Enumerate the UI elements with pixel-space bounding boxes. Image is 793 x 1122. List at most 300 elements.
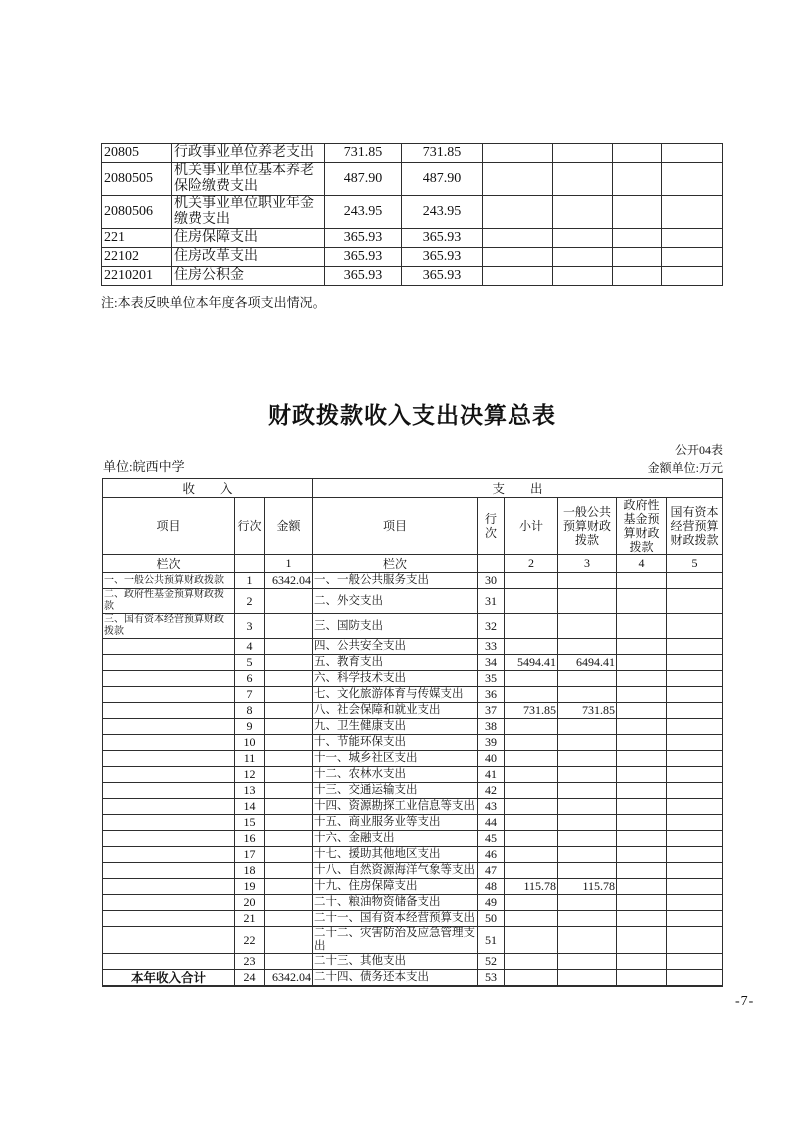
cell-state_capital bbox=[667, 831, 723, 847]
cell-income_amount bbox=[265, 895, 313, 911]
cell-subtotal bbox=[505, 573, 558, 589]
page-number: -7- bbox=[735, 994, 755, 1009]
cell-income_line: 14 bbox=[235, 799, 265, 815]
cell-income_line: 19 bbox=[235, 879, 265, 895]
cell-expense_line: 43 bbox=[478, 799, 505, 815]
table-row bbox=[102, 196, 723, 229]
cell-general bbox=[558, 954, 617, 970]
cell-income_item bbox=[103, 687, 235, 703]
cell-gov_fund bbox=[617, 927, 667, 954]
cell-expense_line: 53 bbox=[478, 970, 505, 987]
cell-income_amount bbox=[265, 719, 313, 735]
cell-expense_item: 十一、城乡社区支出 bbox=[313, 751, 478, 767]
cell-expense_item: 三、国防支出 bbox=[313, 614, 478, 639]
cell-income_item bbox=[103, 895, 235, 911]
cell-subtotal bbox=[505, 895, 558, 911]
cell-income_item bbox=[103, 751, 235, 767]
cell-income_amount bbox=[265, 847, 313, 863]
table-row bbox=[103, 573, 723, 589]
table-row bbox=[103, 970, 723, 987]
cell-e2 bbox=[553, 229, 613, 248]
cell-state_capital bbox=[667, 703, 723, 719]
cell-general bbox=[558, 751, 617, 767]
cell-income_line: 11 bbox=[235, 751, 265, 767]
cell-subtotal bbox=[505, 863, 558, 879]
cell-expense_item: 十六、金融支出 bbox=[313, 831, 478, 847]
cell-expense_item: 十四、资源勘探工业信息等支出 bbox=[313, 799, 478, 815]
cell-expense_item: 七、文化旅游体育与传媒支出 bbox=[313, 687, 478, 703]
cell-income_amount bbox=[265, 703, 313, 719]
cell-state_capital bbox=[667, 954, 723, 970]
cell-e4 bbox=[662, 196, 723, 229]
fiscal-summary-table bbox=[102, 478, 723, 987]
table-row bbox=[103, 703, 723, 719]
cell-income_amount bbox=[265, 751, 313, 767]
cell-subtotal bbox=[505, 719, 558, 735]
cell-expense_item: 五、教育支出 bbox=[313, 655, 478, 671]
cell-gov_fund bbox=[617, 614, 667, 639]
cell-expense_line: 30 bbox=[478, 573, 505, 589]
cell-expense_item: 十七、援助其他地区支出 bbox=[313, 847, 478, 863]
cell-expense_item: 十五、商业服务业等支出 bbox=[313, 815, 478, 831]
table-row bbox=[103, 863, 723, 879]
cell-income_amount bbox=[265, 927, 313, 954]
cell-income_amount bbox=[265, 954, 313, 970]
cell-income_item bbox=[103, 954, 235, 970]
cell-subtotal bbox=[505, 927, 558, 954]
lanci-subtotal: 2 bbox=[505, 555, 558, 573]
cell-gov_fund bbox=[617, 703, 667, 719]
cell-e1 bbox=[483, 248, 553, 267]
cell-income_line: 5 bbox=[235, 655, 265, 671]
cell-general bbox=[558, 847, 617, 863]
lanci-state-capital: 5 bbox=[667, 555, 723, 573]
cell-e3 bbox=[613, 248, 662, 267]
cell-general: 115.78 bbox=[558, 879, 617, 895]
cell-income_item: 三、国有资本经营预算财政拨款 bbox=[103, 614, 235, 639]
cell-name: 住房改革支出 bbox=[172, 248, 325, 267]
table-row bbox=[103, 767, 723, 783]
cell-e1 bbox=[483, 229, 553, 248]
expense-section-header: 支 出 bbox=[313, 479, 723, 498]
table-row bbox=[102, 144, 723, 163]
cell-income_line: 16 bbox=[235, 831, 265, 847]
cell-gov_fund bbox=[617, 767, 667, 783]
cell-e3 bbox=[613, 163, 662, 196]
cell-amt2: 365.93 bbox=[402, 229, 483, 248]
cell-income_item bbox=[103, 879, 235, 895]
cell-e3 bbox=[613, 196, 662, 229]
cell-state_capital bbox=[667, 767, 723, 783]
cell-general bbox=[558, 783, 617, 799]
expenditure-detail-table-block bbox=[101, 143, 725, 311]
table-row bbox=[103, 879, 723, 895]
cell-income_line: 4 bbox=[235, 639, 265, 655]
cell-income_item bbox=[103, 735, 235, 751]
cell-expense_line: 48 bbox=[478, 879, 505, 895]
cell-income_amount bbox=[265, 687, 313, 703]
amount-unit-label: 金额单位:万元 bbox=[647, 461, 723, 475]
cell-code: 20805 bbox=[102, 144, 172, 163]
header-expense-line: 行次 bbox=[478, 498, 505, 555]
cell-income_line: 3 bbox=[235, 614, 265, 639]
cell-general bbox=[558, 927, 617, 954]
cell-expense_item: 二十、粮油物资储备支出 bbox=[313, 895, 478, 911]
table-row bbox=[103, 831, 723, 847]
cell-income_item bbox=[103, 767, 235, 783]
fiscal-summary-table-head bbox=[103, 479, 723, 573]
column-header-row bbox=[103, 498, 723, 555]
cell-general bbox=[558, 639, 617, 655]
cell-income_item: 本年收入合计 bbox=[103, 970, 235, 987]
cell-e2 bbox=[553, 144, 613, 163]
cell-expense_line: 45 bbox=[478, 831, 505, 847]
cell-income_line: 20 bbox=[235, 895, 265, 911]
cell-amt1: 365.93 bbox=[325, 267, 402, 286]
cell-expense_line: 50 bbox=[478, 911, 505, 927]
cell-e4 bbox=[662, 267, 723, 286]
cell-e4 bbox=[662, 163, 723, 196]
cell-general bbox=[558, 767, 617, 783]
cell-expense_item: 九、卫生健康支出 bbox=[313, 719, 478, 735]
cell-gov_fund bbox=[617, 687, 667, 703]
cell-expense_line: 46 bbox=[478, 847, 505, 863]
cell-expense_line: 39 bbox=[478, 735, 505, 751]
cell-income_item bbox=[103, 655, 235, 671]
column-index-row bbox=[103, 555, 723, 573]
cell-state_capital bbox=[667, 614, 723, 639]
expenditure-detail-table-body bbox=[102, 144, 723, 286]
cell-code: 2080505 bbox=[102, 163, 172, 196]
cell-income_item bbox=[103, 703, 235, 719]
lanci-expense-line bbox=[478, 555, 505, 573]
cell-subtotal bbox=[505, 589, 558, 614]
table-row bbox=[103, 735, 723, 751]
cell-gov_fund bbox=[617, 751, 667, 767]
cell-subtotal bbox=[505, 783, 558, 799]
cell-income_amount bbox=[265, 639, 313, 655]
cell-e2 bbox=[553, 267, 613, 286]
cell-e1 bbox=[483, 144, 553, 163]
cell-state_capital bbox=[667, 927, 723, 954]
cell-subtotal bbox=[505, 767, 558, 783]
cell-name: 住房公积金 bbox=[172, 267, 325, 286]
cell-amt2: 731.85 bbox=[402, 144, 483, 163]
cell-e1 bbox=[483, 267, 553, 286]
cell-gov_fund bbox=[617, 589, 667, 614]
cell-income_line: 18 bbox=[235, 863, 265, 879]
cell-subtotal bbox=[505, 735, 558, 751]
header-gov-fund-budget: 政府性基金预算财政拨款 bbox=[617, 498, 667, 555]
cell-expense_line: 33 bbox=[478, 639, 505, 655]
cell-general bbox=[558, 573, 617, 589]
cell-gov_fund bbox=[617, 671, 667, 687]
cell-gov_fund bbox=[617, 954, 667, 970]
cell-subtotal bbox=[505, 815, 558, 831]
cell-expense_item: 二十四、债务还本支出 bbox=[313, 970, 478, 987]
table-row bbox=[103, 671, 723, 687]
cell-subtotal: 5494.41 bbox=[505, 655, 558, 671]
cell-e4 bbox=[662, 229, 723, 248]
cell-state_capital bbox=[667, 639, 723, 655]
cell-state_capital bbox=[667, 863, 723, 879]
cell-income_item bbox=[103, 847, 235, 863]
cell-expense_line: 40 bbox=[478, 751, 505, 767]
cell-general bbox=[558, 799, 617, 815]
cell-gov_fund bbox=[617, 655, 667, 671]
cell-gov_fund bbox=[617, 895, 667, 911]
lanci-income-item: 栏次 bbox=[103, 555, 235, 573]
cell-income_line: 17 bbox=[235, 847, 265, 863]
cell-income_item bbox=[103, 863, 235, 879]
table-row bbox=[102, 163, 723, 196]
cell-subtotal bbox=[505, 831, 558, 847]
cell-income_line: 8 bbox=[235, 703, 265, 719]
cell-e1 bbox=[483, 163, 553, 196]
cell-income_amount bbox=[265, 879, 313, 895]
cell-general bbox=[558, 735, 617, 751]
cell-subtotal: 115.78 bbox=[505, 879, 558, 895]
header-income-line: 行次 bbox=[235, 498, 265, 555]
cell-e3 bbox=[613, 267, 662, 286]
lanci-expense-item: 栏次 bbox=[313, 555, 478, 573]
table-row bbox=[103, 751, 723, 767]
cell-general bbox=[558, 687, 617, 703]
cell-subtotal bbox=[505, 911, 558, 927]
cell-expense_item: 二、外交支出 bbox=[313, 589, 478, 614]
cell-expense_line: 41 bbox=[478, 767, 505, 783]
cell-income_item: 一、一般公共预算财政拨款 bbox=[103, 573, 235, 589]
cell-income_line: 23 bbox=[235, 954, 265, 970]
cell-income_line: 13 bbox=[235, 783, 265, 799]
cell-income_item bbox=[103, 783, 235, 799]
cell-state_capital bbox=[667, 970, 723, 987]
cell-subtotal bbox=[505, 970, 558, 987]
cell-general bbox=[558, 614, 617, 639]
header-subtotal: 小计 bbox=[505, 498, 558, 555]
cell-income_item bbox=[103, 927, 235, 954]
table-row bbox=[103, 655, 723, 671]
cell-expense_line: 47 bbox=[478, 863, 505, 879]
cell-code: 2210201 bbox=[102, 267, 172, 286]
cell-gov_fund bbox=[617, 639, 667, 655]
cell-state_capital bbox=[667, 687, 723, 703]
cell-expense_line: 34 bbox=[478, 655, 505, 671]
cell-gov_fund bbox=[617, 847, 667, 863]
cell-income_line: 15 bbox=[235, 815, 265, 831]
cell-income_item: 二、政府性基金预算财政拨款 bbox=[103, 589, 235, 614]
header-expense-item: 项目 bbox=[313, 498, 478, 555]
cell-expense_line: 35 bbox=[478, 671, 505, 687]
cell-expense_item: 八、社会保障和就业支出 bbox=[313, 703, 478, 719]
cell-general bbox=[558, 911, 617, 927]
header-general-budget: 一般公共预算财政拨款 bbox=[558, 498, 617, 555]
cell-state_capital bbox=[667, 655, 723, 671]
cell-subtotal bbox=[505, 687, 558, 703]
cell-subtotal bbox=[505, 954, 558, 970]
cell-state_capital bbox=[667, 847, 723, 863]
lanci-general: 3 bbox=[558, 555, 617, 573]
cell-income_amount bbox=[265, 655, 313, 671]
cell-income_item bbox=[103, 671, 235, 687]
cell-expense_item: 一、一般公共服务支出 bbox=[313, 573, 478, 589]
org-unit-label: 单位:皖西中学 bbox=[103, 459, 185, 474]
cell-e4 bbox=[662, 248, 723, 267]
cell-e2 bbox=[553, 248, 613, 267]
cell-general: 6494.41 bbox=[558, 655, 617, 671]
cell-name: 机关事业单位职业年金缴费支出 bbox=[172, 196, 325, 229]
cell-amt1: 365.93 bbox=[325, 248, 402, 267]
cell-expense_line: 52 bbox=[478, 954, 505, 970]
cell-income_amount bbox=[265, 783, 313, 799]
cell-general: 731.85 bbox=[558, 703, 617, 719]
cell-general bbox=[558, 589, 617, 614]
cell-state_capital bbox=[667, 895, 723, 911]
table-row bbox=[103, 719, 723, 735]
lanci-income-amount: 1 bbox=[265, 555, 313, 573]
header-income-item: 项目 bbox=[103, 498, 235, 555]
cell-amt2: 365.93 bbox=[402, 267, 483, 286]
cell-e1 bbox=[483, 196, 553, 229]
cell-gov_fund bbox=[617, 831, 667, 847]
cell-income_amount bbox=[265, 614, 313, 639]
table-row bbox=[103, 954, 723, 970]
cell-name: 机关事业单位基本养老保险缴费支出 bbox=[172, 163, 325, 196]
cell-state_capital bbox=[667, 815, 723, 831]
table-row bbox=[103, 799, 723, 815]
cell-gov_fund bbox=[617, 879, 667, 895]
cell-expense_line: 36 bbox=[478, 687, 505, 703]
cell-subtotal bbox=[505, 614, 558, 639]
cell-expense_item: 二十三、其他支出 bbox=[313, 954, 478, 970]
header-state-capital-budget: 国有资本经营预算财政拨款 bbox=[667, 498, 723, 555]
cell-expense_line: 49 bbox=[478, 895, 505, 911]
cell-expense_line: 38 bbox=[478, 719, 505, 735]
table-row bbox=[103, 639, 723, 655]
cell-income_amount bbox=[265, 799, 313, 815]
cell-subtotal bbox=[505, 847, 558, 863]
cell-expense_item: 二十一、国有资本经营预算支出 bbox=[313, 911, 478, 927]
cell-income_line: 21 bbox=[235, 911, 265, 927]
table-row bbox=[103, 927, 723, 954]
lanci-income-line bbox=[235, 555, 265, 573]
cell-amt1: 243.95 bbox=[325, 196, 402, 229]
cell-expense_item: 十二、农林水支出 bbox=[313, 767, 478, 783]
cell-income_amount bbox=[265, 767, 313, 783]
cell-expense_line: 44 bbox=[478, 815, 505, 831]
page-title: 财政拨款收入支出决算总表 bbox=[268, 403, 556, 428]
expenditure-detail-table bbox=[101, 143, 723, 286]
cell-income_amount bbox=[265, 911, 313, 927]
table-code-label: 公开04表 bbox=[674, 443, 723, 457]
cell-gov_fund bbox=[617, 799, 667, 815]
cell-subtotal bbox=[505, 639, 558, 655]
table-note: 注:本表反映单位本年度各项支出情况。 bbox=[101, 295, 326, 310]
cell-income_item bbox=[103, 719, 235, 735]
table-row bbox=[103, 895, 723, 911]
cell-amt1: 731.85 bbox=[325, 144, 402, 163]
header-income-amount: 金额 bbox=[265, 498, 313, 555]
cell-income_line: 24 bbox=[235, 970, 265, 987]
cell-expense_line: 31 bbox=[478, 589, 505, 614]
cell-subtotal bbox=[505, 751, 558, 767]
cell-state_capital bbox=[667, 911, 723, 927]
cell-gov_fund bbox=[617, 573, 667, 589]
cell-expense_item: 四、公共安全支出 bbox=[313, 639, 478, 655]
cell-state_capital bbox=[667, 735, 723, 751]
table-row bbox=[102, 267, 723, 286]
cell-code: 22102 bbox=[102, 248, 172, 267]
cell-e3 bbox=[613, 229, 662, 248]
cell-state_capital bbox=[667, 783, 723, 799]
cell-expense_line: 42 bbox=[478, 783, 505, 799]
table-row bbox=[103, 847, 723, 863]
cell-name: 住房保障支出 bbox=[172, 229, 325, 248]
cell-income_amount: 6342.04 bbox=[265, 573, 313, 589]
cell-income_amount bbox=[265, 589, 313, 614]
cell-code: 2080506 bbox=[102, 196, 172, 229]
cell-income_item bbox=[103, 799, 235, 815]
table-row bbox=[103, 911, 723, 927]
cell-income_item bbox=[103, 815, 235, 831]
cell-general bbox=[558, 719, 617, 735]
cell-gov_fund bbox=[617, 863, 667, 879]
cell-amt2: 487.90 bbox=[402, 163, 483, 196]
cell-expense_line: 51 bbox=[478, 927, 505, 954]
section-header-row bbox=[103, 479, 723, 498]
cell-general bbox=[558, 671, 617, 687]
cell-general bbox=[558, 815, 617, 831]
fiscal-summary-table-block bbox=[102, 478, 723, 987]
cell-state_capital bbox=[667, 589, 723, 614]
cell-income_item bbox=[103, 639, 235, 655]
table-row bbox=[103, 783, 723, 799]
fiscal-summary-table-body bbox=[103, 573, 723, 987]
table-row bbox=[103, 589, 723, 614]
cell-state_capital bbox=[667, 799, 723, 815]
cell-income_line: 2 bbox=[235, 589, 265, 614]
table-row bbox=[103, 614, 723, 639]
cell-gov_fund bbox=[617, 735, 667, 751]
cell-income_item bbox=[103, 911, 235, 927]
cell-income_amount bbox=[265, 671, 313, 687]
cell-income_line: 6 bbox=[235, 671, 265, 687]
cell-expense_item: 十八、自然资源海洋气象等支出 bbox=[313, 863, 478, 879]
cell-expense_item: 二十二、灾害防治及应急管理支出 bbox=[313, 927, 478, 954]
cell-subtotal bbox=[505, 799, 558, 815]
cell-expense_item: 六、科学技术支出 bbox=[313, 671, 478, 687]
cell-general bbox=[558, 831, 617, 847]
cell-income_line: 10 bbox=[235, 735, 265, 751]
cell-general bbox=[558, 895, 617, 911]
cell-state_capital bbox=[667, 879, 723, 895]
table-row bbox=[102, 229, 723, 248]
cell-income_line: 12 bbox=[235, 767, 265, 783]
cell-code: 221 bbox=[102, 229, 172, 248]
cell-name: 行政事业单位养老支出 bbox=[172, 144, 325, 163]
cell-general bbox=[558, 863, 617, 879]
cell-income_amount bbox=[265, 831, 313, 847]
lanci-gov-fund: 4 bbox=[617, 555, 667, 573]
cell-expense_item: 十九、住房保障支出 bbox=[313, 879, 478, 895]
cell-amt1: 487.90 bbox=[325, 163, 402, 196]
cell-subtotal bbox=[505, 671, 558, 687]
cell-income_line: 9 bbox=[235, 719, 265, 735]
cell-gov_fund bbox=[617, 719, 667, 735]
cell-income_line: 22 bbox=[235, 927, 265, 954]
cell-income_line: 1 bbox=[235, 573, 265, 589]
cell-amt2: 365.93 bbox=[402, 248, 483, 267]
